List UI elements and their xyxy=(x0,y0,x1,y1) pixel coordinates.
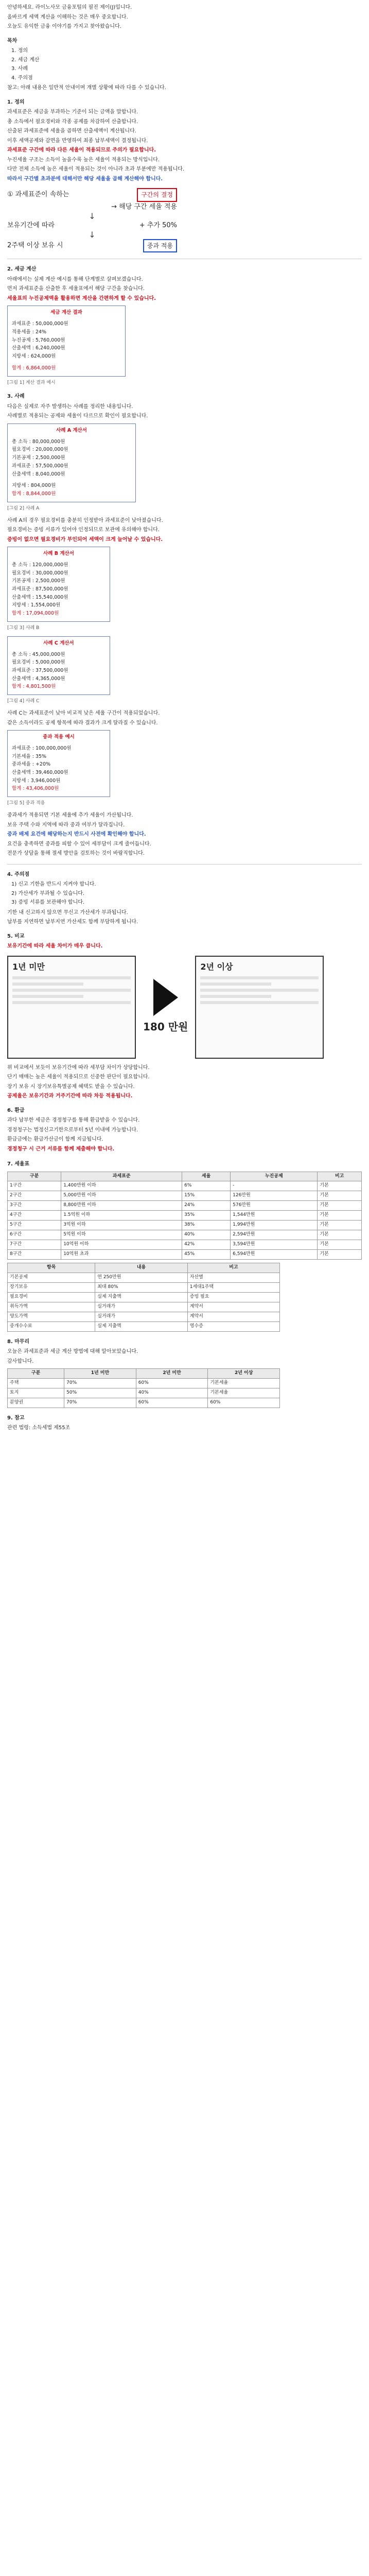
screen-title: 사례 B 계산서 xyxy=(43,551,74,557)
table-row xyxy=(8,1312,280,1321)
table-row xyxy=(8,1378,280,1388)
section-heading: 1. 정의 xyxy=(7,99,25,105)
arrow-right-icon xyxy=(153,979,178,1016)
caption: [그림 5] 중과 적용 xyxy=(7,801,45,806)
table-cell: 42% xyxy=(182,1240,231,1250)
comparison-figure xyxy=(7,956,362,1059)
table-cell: 126만원 xyxy=(231,1191,318,1201)
toc-label: 목차 xyxy=(7,38,17,44)
section-heading: 7. 세율표 xyxy=(7,1161,30,1167)
intro-line: 오늘도 유익한 금융 이야기를 가지고 찾아왔습니다. xyxy=(7,24,121,29)
table-cell: 45% xyxy=(182,1250,231,1260)
table-cell: 6,594만원 xyxy=(231,1250,318,1260)
intro-line: 안녕하세요. 라이노사모 금융포털의 필진 제이(J)입니다. xyxy=(7,5,132,10)
screen-row: 누진공제 : 5,760,000원 xyxy=(12,337,65,343)
screen-row: 합계 : 6,864,000원 xyxy=(12,365,56,371)
screen-row: 과세표준 : 100,000,000원 xyxy=(12,745,72,751)
table-cell: 4구간 xyxy=(8,1211,61,1221)
calculation-diagram xyxy=(7,188,177,252)
paragraph: 다음은 실제로 자주 발생하는 사례를 정리한 내용입니다. xyxy=(7,403,133,410)
table-cell: 1,544만원 xyxy=(231,1211,318,1221)
table-cell: 기본 xyxy=(318,1250,362,1260)
table-cell: 최대 80% xyxy=(95,1282,188,1292)
table-cell: 기본 xyxy=(318,1191,362,1201)
highlight-red: 경정청구 시 근거 서류를 함께 제출해야 합니다. xyxy=(7,1146,115,1152)
paragraph: 먼저 과세표준을 산출한 후 세율표에서 해당 구간을 찾습니다. xyxy=(7,286,145,292)
table-cell: 기본 xyxy=(318,1240,362,1250)
highlight-red: 과세표준 구간에 따라 다른 세율이 적용되므로 주의가 필요합니다. xyxy=(7,147,156,153)
paragraph: 기한 내 신고하지 않으면 무신고 가산세가 부과됩니다. xyxy=(7,909,128,916)
section-heading: 9. 참고 xyxy=(7,1415,25,1421)
holding-period-table xyxy=(7,1368,280,1408)
placeholder-line xyxy=(12,982,83,986)
table-cell: 1,400만원 이하 xyxy=(61,1181,182,1191)
toc-item[interactable]: 1. 정의 xyxy=(11,48,28,54)
paragraph: 장기 보유 시 장기보유특별공제 혜택도 받을 수 있습니다. xyxy=(7,1083,135,1090)
screen-row: 합계 : 4,801,500원 xyxy=(12,684,56,690)
placeholder-line xyxy=(12,995,83,998)
list-item: 1) 신고 기한을 반드시 지켜야 합니다. xyxy=(11,882,96,888)
calc-screen xyxy=(7,547,110,622)
table-cell: 취득가액 xyxy=(8,1302,95,1312)
table-cell: 토지 xyxy=(8,1388,64,1398)
caption: [그림 1] 계산 결과 예시 xyxy=(7,380,56,385)
table-header: 항목 xyxy=(8,1263,95,1273)
diagram-row xyxy=(7,188,177,202)
screen-row: 산출세액 : 15,540,000원 xyxy=(12,594,68,600)
table-body xyxy=(8,1378,280,1408)
diagram-row xyxy=(7,202,177,212)
paragraph: 납부를 지연하면 납부지연 가산세도 함께 부담하게 됩니다. xyxy=(7,919,138,925)
calc-screen xyxy=(7,636,110,695)
paragraph: 전문가 상담을 통해 절세 방안을 검토하는 것이 바람직합니다. xyxy=(7,851,145,857)
paragraph: 과세표준은 세금을 부과하는 기준이 되는 금액을 말합니다. xyxy=(7,109,138,115)
table-cell: 6% xyxy=(182,1181,231,1191)
table-cell: 중개수수료 xyxy=(8,1321,95,1331)
table-cell: 10억원 초과 xyxy=(61,1250,182,1260)
paragraph: 이후 세액공제와 감면을 반영하여 최종 납부세액이 결정됩니다. xyxy=(7,138,148,144)
table-header: 세율 xyxy=(182,1172,231,1181)
table-cell: 양도가액 xyxy=(8,1312,95,1321)
paragraph: 경정청구는 법정신고기한으로부터 5년 이내에 가능합니다. xyxy=(7,1127,138,1133)
intro xyxy=(7,4,362,31)
placeholder-line xyxy=(200,976,319,979)
calc-screen xyxy=(7,423,136,502)
table-cell: 60% xyxy=(136,1378,208,1388)
table-cell: 장기보유 xyxy=(8,1282,95,1292)
paragraph: 위 비교에서 보듯이 보유기간에 따라 세부담 차이가 상당합니다. xyxy=(7,1064,150,1071)
screen-row: 산출세액 : 8,040,000원 xyxy=(12,471,65,477)
table-cell: 6구간 xyxy=(8,1230,61,1240)
toc-item[interactable]: 4. 주의점 xyxy=(11,75,33,81)
screen-row: 과세표준 : 87,500,000원 xyxy=(12,586,68,592)
divider xyxy=(7,864,362,865)
diagram-text: ① 과세표준이 속하는 xyxy=(7,191,69,199)
diagram-text: 2주택 이상 보유 시 xyxy=(7,242,63,250)
table-header: 구분 xyxy=(8,1172,61,1181)
table-row xyxy=(8,1221,362,1230)
paragraph: 과다 납부한 세금은 경정청구를 통해 환급받을 수 있습니다. xyxy=(7,1117,140,1124)
table-cell: 8,800만원 이하 xyxy=(61,1201,182,1211)
table-cell: 5,000만원 이하 xyxy=(61,1191,182,1201)
tax-rate-table xyxy=(7,1172,362,1260)
highlight-red: 공제율은 보유기간과 거주기간에 따라 차등 적용됩니다. xyxy=(7,1093,133,1099)
placeholder-line xyxy=(200,989,319,992)
paragraph: 요건을 충족하면 중과를 피할 수 있어 세부담이 크게 줄어듭니다. xyxy=(7,841,151,847)
screen-row: 총 소득 : 45,000,000원 xyxy=(12,651,65,657)
table-cell: 분양권 xyxy=(8,1398,64,1408)
arrow-down-icon: ↓ xyxy=(89,229,96,240)
caption: [그림 3] 사례 B xyxy=(7,625,40,631)
highlight-blue: 따라서 구간별 초과분에 대해서만 해당 세율을 곱해 계산해야 합니다. xyxy=(7,176,163,182)
screen-row: 총 소득 : 120,000,000원 xyxy=(12,562,68,568)
screen-row: 합계 : 17,094,000원 xyxy=(12,611,59,617)
table-cell: 실거래가 xyxy=(95,1302,188,1312)
table-header-row xyxy=(8,1263,280,1273)
table-header-row xyxy=(8,1172,362,1181)
table-cell: 70% xyxy=(64,1398,136,1408)
screen-row: 지방세 : 3,946,000원 xyxy=(12,777,61,784)
table-cell: 실제 지출액 xyxy=(95,1292,188,1302)
table-cell: 기본 xyxy=(318,1211,362,1221)
table-cell: 3구간 xyxy=(8,1201,61,1211)
diagram-text: + 추가 50% xyxy=(139,221,177,229)
table-cell: 50% xyxy=(64,1388,136,1398)
table-cell: 기본공제 xyxy=(8,1273,95,1282)
screen-row: 산출세액 : 6,240,000원 xyxy=(12,345,65,351)
screen-row: 지방세 : 624,000원 xyxy=(12,353,56,360)
table-header: 누진공제 xyxy=(231,1172,318,1181)
deduction-table xyxy=(7,1263,280,1332)
arrow-label: 180 만원 xyxy=(143,1021,188,1033)
table-header: 비고 xyxy=(187,1263,279,1273)
paragraph: 총 소득에서 필요경비와 각종 공제를 차감하여 산출합니다. xyxy=(7,118,138,125)
table-cell: 증빙 필요 xyxy=(187,1292,279,1302)
list-item: 2) 가산세가 부과될 수 있습니다. xyxy=(11,890,85,896)
section-heading: 4. 주의점 xyxy=(7,871,30,877)
caption: [그림 2] 사례 A xyxy=(7,505,40,511)
table-cell: 5구간 xyxy=(8,1221,61,1230)
table-cell: 실제 지출액 xyxy=(95,1321,188,1331)
table-cell: 40% xyxy=(136,1388,208,1398)
table-cell: 8구간 xyxy=(8,1250,61,1260)
screen-row: 필요경비 : 20,000,000원 xyxy=(12,447,68,453)
section-heading: 5. 비교 xyxy=(7,933,25,939)
table-cell: 38% xyxy=(182,1221,231,1230)
note: 참고: 아래 내용은 일반적 안내이며 개별 상황에 따라 다를 수 있습니다. xyxy=(7,85,166,91)
comparison-card-right xyxy=(195,956,324,1059)
table-header: 과세표준 xyxy=(61,1172,182,1181)
table-cell: 자산별 xyxy=(187,1273,279,1282)
table-cell: 영수증 xyxy=(187,1321,279,1331)
table-row xyxy=(8,1388,280,1398)
table-body xyxy=(8,1273,280,1331)
section-heading: 8. 마무리 xyxy=(7,1338,30,1345)
highlight-blue: 중과 배제 요건에 해당하는지 반드시 사전에 확인해야 합니다. xyxy=(7,832,146,838)
table-row xyxy=(8,1398,280,1408)
screen-row: 합계 : 43,406,000원 xyxy=(12,786,59,792)
table-row xyxy=(8,1273,280,1282)
table-cell: 1구간 xyxy=(8,1181,61,1191)
table-cell: 기본 xyxy=(318,1201,362,1211)
table-row xyxy=(8,1321,280,1331)
table-cell: 기본 xyxy=(318,1230,362,1240)
paragraph: 관련 법령: 소득세법 제55조 xyxy=(7,1425,71,1431)
placeholder-line xyxy=(12,1001,131,1004)
caution-list xyxy=(11,880,362,907)
table-row xyxy=(8,1240,362,1250)
table-row xyxy=(8,1201,362,1211)
table-header: 비고 xyxy=(318,1172,362,1181)
table-cell: 필요경비 xyxy=(8,1292,95,1302)
screen-row: 과세표준 : 50,000,000원 xyxy=(12,321,68,327)
diagram-text: → 해당 구간 세율 적용 xyxy=(111,202,177,211)
screen-row: 기본세율 : 35% xyxy=(12,753,47,759)
table-cell: 주택 xyxy=(8,1378,64,1388)
table-row xyxy=(8,1191,362,1201)
table-header: 구분 xyxy=(8,1369,64,1379)
paragraph: 아래에서는 실제 계산 예시를 통해 단계별로 살펴보겠습니다. xyxy=(7,276,143,282)
table-header: 1년 미만 xyxy=(64,1369,136,1379)
table-cell: 15% xyxy=(182,1191,231,1201)
diagram-box: 중과 적용 xyxy=(143,239,177,253)
placeholder-line xyxy=(12,976,131,979)
section-heading: 6. 환급 xyxy=(7,1107,25,1113)
calc-screen xyxy=(7,730,110,797)
paragraph: 오늘은 과세표준과 세금 계산 방법에 대해 알아보았습니다. xyxy=(7,1349,138,1355)
table-row xyxy=(8,1211,362,1221)
table-body xyxy=(8,1181,362,1260)
paragraph: 보유 주택 수와 지역에 따라 중과 여부가 달라집니다. xyxy=(7,822,125,828)
calc-screen xyxy=(7,306,126,376)
highlight-red: 증빙이 없으면 필요경비가 부인되어 세액이 크게 늘어날 수 있습니다. xyxy=(7,536,163,543)
paragraph: 사례 C는 과세표준이 낮아 비교적 낮은 세율 구간이 적용되었습니다. xyxy=(7,710,160,717)
paragraph: 누진세율 구조는 소득이 높을수록 높은 세율이 적용되는 방식입니다. xyxy=(7,157,160,163)
table-cell: 기본세율 xyxy=(208,1388,280,1398)
comparison-arrow xyxy=(143,979,188,1035)
paragraph: 필요경비는 증빙 서류가 있어야 인정되므로 보관에 유의해야 합니다. xyxy=(7,527,160,533)
placeholder-line xyxy=(200,995,271,998)
table-header: 2년 미만 xyxy=(136,1369,208,1379)
table-cell: 40% xyxy=(182,1230,231,1240)
table-row xyxy=(8,1302,280,1312)
table-cell: 기본세율 xyxy=(208,1378,280,1388)
paragraph: 감사합니다. xyxy=(7,1358,34,1364)
screen-title: 중과 적용 예시 xyxy=(43,734,75,740)
table-cell: 60% xyxy=(136,1398,208,1408)
screen-title: 세금 계산 결과 xyxy=(50,310,82,316)
screen-row: 중과세율 : +20% xyxy=(12,761,51,768)
placeholder-line xyxy=(12,989,131,992)
diagram-row xyxy=(7,221,177,231)
paragraph: 산출된 과세표준에 세율을 곱하면 산출세액이 계산됩니다. xyxy=(7,128,136,134)
table-cell: 기본 xyxy=(318,1221,362,1230)
intro-line: 올바르게 세액 계산을 이해하는 것은 매우 중요합니다. xyxy=(7,14,128,20)
paragraph: 다만 전체 소득에 높은 세율이 적용되는 것이 아니라 초과 부분에만 적용됩니다. xyxy=(7,166,185,172)
table-row xyxy=(8,1282,280,1292)
diagram-row xyxy=(7,239,177,253)
table-cell: 3억원 이하 xyxy=(61,1221,182,1230)
table-cell: 3,594만원 xyxy=(231,1240,318,1250)
section-heading: 3. 사례 xyxy=(7,394,25,400)
toc-list xyxy=(11,47,362,82)
card-title: 2년 이상 xyxy=(200,961,233,972)
table-row xyxy=(8,1250,362,1260)
screen-row: 필요경비 : 30,000,000원 xyxy=(12,570,68,576)
table-cell: 24% xyxy=(182,1201,231,1211)
screen-row: 기본공제 : 2,500,000원 xyxy=(12,578,65,584)
table-cell: 70% xyxy=(64,1378,136,1388)
screen-row: 지방세 : 1,554,000원 xyxy=(12,602,61,608)
section-heading: 2. 세금 계산 xyxy=(7,266,37,273)
table-row xyxy=(8,1292,280,1302)
table-header-row xyxy=(8,1369,280,1379)
table-cell: 계약서 xyxy=(187,1312,279,1321)
screen-row: 적용세율 : 24% xyxy=(12,329,47,335)
table-cell: 1세대1주택 xyxy=(187,1282,279,1292)
table-cell: 10억원 이하 xyxy=(61,1240,182,1250)
table-cell: 60% xyxy=(208,1398,280,1408)
toc-item[interactable]: 2. 세금 계산 xyxy=(11,57,40,63)
paragraph: 중과세가 적용되면 기본 세율에 추가 세율이 가산됩니다. xyxy=(7,812,133,819)
table-cell: 연 250만원 xyxy=(95,1273,188,1282)
table-cell: 576만원 xyxy=(231,1201,318,1211)
screen-row: 합계 : 8,844,000원 xyxy=(12,490,56,497)
comparison-card-left xyxy=(7,956,136,1059)
screen-row: 산출세액 : 39,460,000원 xyxy=(12,769,68,775)
arrow-down-icon: ↓ xyxy=(89,211,96,221)
highlight-red: 세율표의 누진공제액을 활용하면 계산을 간편하게 할 수 있습니다. xyxy=(7,295,156,301)
screen-row: 산출세액 : 4,365,000원 xyxy=(12,675,65,682)
table-cell: 2,594만원 xyxy=(231,1230,318,1240)
table-cell: 35% xyxy=(182,1211,231,1221)
diagram-box: 구간의 결정 xyxy=(137,188,177,202)
screen-row: 과세표준 : 37,500,000원 xyxy=(12,667,68,673)
screen-row: 지방세 : 804,000원 xyxy=(12,483,56,489)
toc-item[interactable]: 3. 사례 xyxy=(11,66,28,72)
highlight-red: 보유기간에 따라 세율 차이가 매우 큽니다. xyxy=(7,943,103,950)
table-cell: 1,994만원 xyxy=(231,1221,318,1230)
table-cell: 2구간 xyxy=(8,1191,61,1201)
paragraph: 사례 A의 경우 필요경비를 충분히 인정받아 과세표준이 낮아졌습니다. xyxy=(7,517,163,523)
table-cell: 기본 xyxy=(318,1181,362,1191)
table-row xyxy=(8,1230,362,1240)
paragraph: 같은 소득이라도 공제 항목에 따라 결과가 크게 달라질 수 있습니다. xyxy=(7,720,158,726)
caption: [그림 4] 사례 C xyxy=(7,699,40,704)
screen-row: 총 소득 : 80,000,000원 xyxy=(12,438,65,445)
placeholder-line xyxy=(200,982,271,986)
screen-title: 사례 A 계산서 xyxy=(56,427,87,433)
table-row xyxy=(8,1181,362,1191)
table-header: 2년 이상 xyxy=(208,1369,280,1379)
screen-row: 필요경비 : 5,000,000원 xyxy=(12,659,65,666)
screen-title: 사례 C 계산서 xyxy=(43,640,74,646)
paragraph: 단기 매매는 높은 세율이 적용되므로 신중한 판단이 필요합니다. xyxy=(7,1074,150,1080)
list-item: 3) 증빙 서류를 보관해야 합니다. xyxy=(11,900,85,906)
card-title: 1년 미만 xyxy=(12,961,45,972)
diagram-text: 보유기간에 따라 xyxy=(7,221,55,229)
table-cell: 계약서 xyxy=(187,1302,279,1312)
table-header: 내용 xyxy=(95,1263,188,1273)
paragraph: 사례별로 적용되는 공제와 세율이 다르므로 확인이 필요합니다. xyxy=(7,413,148,419)
screen-row: 기본공제 : 2,500,000원 xyxy=(12,455,65,461)
table-cell: 7구간 xyxy=(8,1240,61,1250)
screen-row: 과세표준 : 57,500,000원 xyxy=(12,463,68,469)
placeholder-line xyxy=(200,1001,319,1004)
paragraph: 환급금에는 환급가산금이 함께 지급됩니다. xyxy=(7,1137,103,1143)
table-cell: 5억원 이하 xyxy=(61,1230,182,1240)
table-cell: - xyxy=(231,1181,318,1191)
table-cell: 실거래가 xyxy=(95,1312,188,1321)
table-cell: 1.5억원 이하 xyxy=(61,1211,182,1221)
